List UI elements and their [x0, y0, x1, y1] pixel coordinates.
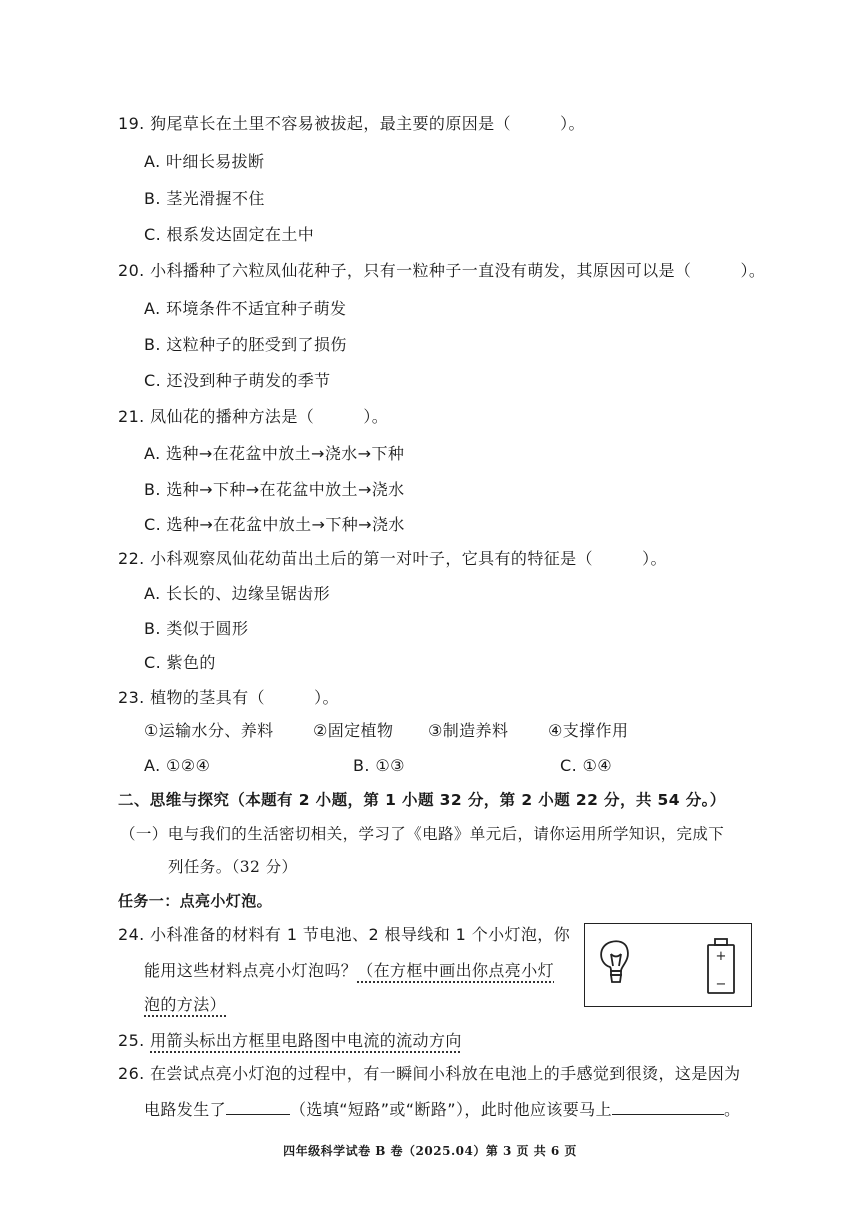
part-1-intro-line-1: （一）电与我们的生活密切相关，学习了《电路》单元后，请你运用所学知识，完成下	[120, 825, 725, 843]
circuit-drawing-box[interactable]	[584, 923, 752, 1007]
q20-option-a: A. 环境条件不适宜种子萌发	[144, 299, 347, 318]
q23-option-c: C. ①④	[560, 756, 613, 775]
q22-option-c: C. 紫色的	[144, 653, 216, 672]
q22-stem: 22. 小科观察凤仙花幼苗出土后的第一对叶子，它具有的特征是（ ）。	[118, 549, 667, 568]
q24-instruction-part-2: 泡的方法）	[144, 995, 227, 1014]
q26-text-a: 电路发生了	[144, 1100, 227, 1119]
q19-option-c: C. 根系发达固定在土中	[144, 225, 315, 244]
q23-option-b: B. ①③	[353, 756, 405, 775]
q26-answer-blank-2[interactable]	[612, 1098, 724, 1115]
q21-option-c: C. 选种→在花盆中放土→下种→浇水	[144, 515, 405, 534]
q26-answer-blank-1[interactable]	[226, 1098, 290, 1115]
battery-positive-label: +	[715, 949, 727, 964]
circuit-diagram	[585, 924, 751, 1006]
q19-option-a: A. 叶细长易拔断	[144, 152, 265, 171]
q24-line-3	[144, 994, 226, 1016]
q23-item-3: ③制造养料	[428, 721, 509, 740]
q24-question: 能用这些材料点亮小灯泡吗？	[144, 961, 358, 980]
q26-text-end: 。	[723, 1100, 741, 1119]
q20-option-c: C. 还没到种子萌发的季节	[144, 371, 331, 390]
task-1-heading: 任务一：点亮小灯泡。	[118, 892, 273, 910]
q21-option-a: A. 选种→在花盆中放土→浇水→下种	[144, 444, 405, 463]
q25-instruction: 用箭头标出方框里电路图中电流的流动方向	[150, 1031, 462, 1050]
q23-stem: 23. 植物的茎具有（ ）。	[118, 688, 339, 707]
page-footer: 四年级科学试卷 B 卷（2025.04）第 3 页 共 6 页	[283, 1144, 577, 1158]
q26-line-1: 26. 在尝试点亮小灯泡的过程中，有一瞬间小科放在电池上的手感觉到很烫，这是因为	[118, 1064, 741, 1083]
q23-option-a: A. ①②④	[144, 756, 211, 775]
battery-negative-label: −	[715, 977, 727, 992]
section-2-heading: 二、思维与探究（本题有 2 小题，第 1 小题 32 分，第 2 小题 22 分，共 54 分。）	[118, 791, 726, 809]
q25-line	[118, 1030, 462, 1052]
q22-option-a: A. 长长的、边缘呈锯齿形	[144, 584, 331, 603]
q20-stem: 20. 小科播种了六粒凤仙花种子，只有一粒种子一直没有萌发，其原因可以是（ ）。	[118, 261, 766, 280]
q23-item-1: ①运输水分、养料	[144, 721, 274, 740]
q21-option-b: B. 选种→下种→在花盆中放土→浇水	[144, 480, 405, 499]
q24-line-2	[144, 960, 554, 982]
q25-number: 25.	[118, 1031, 151, 1050]
q23-item-2: ②固定植物	[313, 721, 394, 740]
q24-instruction-part-1: （在方框中画出你点亮小灯	[357, 961, 555, 980]
q26-line-2	[144, 1098, 740, 1121]
q23-item-4: ④支撑作用	[548, 721, 629, 740]
light-bulb-icon	[601, 941, 628, 982]
q21-stem: 21. 凤仙花的播种方法是（ ）。	[118, 407, 389, 426]
q20-option-b: B. 这粒种子的胚受到了损伤	[144, 335, 347, 354]
q24-line-1: 24. 小科准备的材料有 1 节电池、2 根导线和 1 个小灯泡，你	[118, 925, 571, 944]
q19-option-b: B. 茎光滑握不住	[144, 189, 265, 208]
q22-option-b: B. 类似于圆形	[144, 619, 249, 638]
part-1-intro-line-2: 列任务。（32 分）	[168, 858, 298, 876]
q19-stem: 19. 狗尾草长在土里不容易被拔起，最主要的原因是（ ）。	[118, 114, 585, 133]
q26-text-b: （选填“短路”或“断路”），此时他应该要马上	[290, 1100, 612, 1119]
